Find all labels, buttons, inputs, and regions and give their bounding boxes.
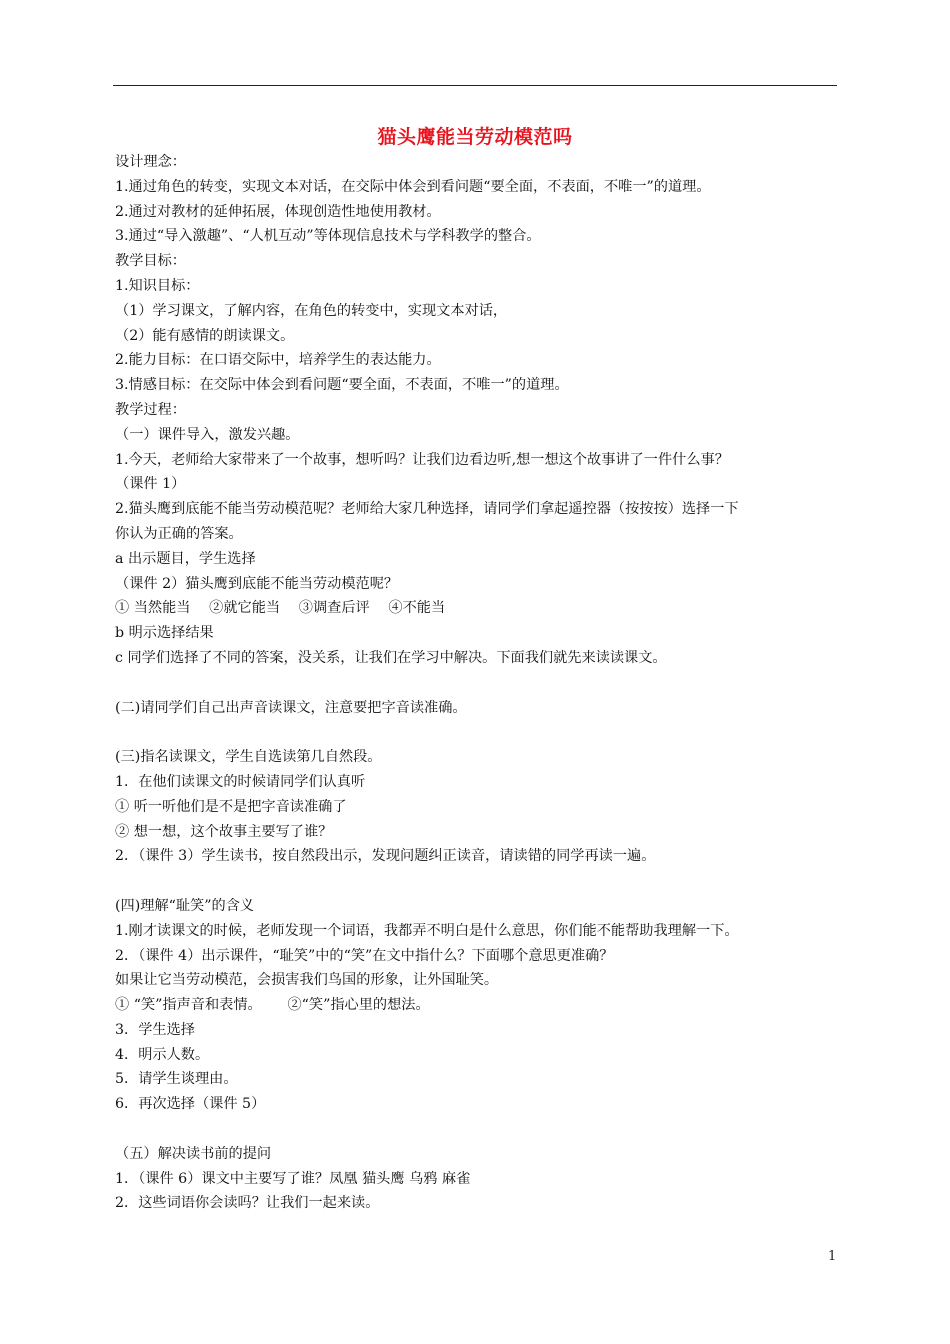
text-line: 3.通过“导入激趣”、“人机互动”等体现信息技术与学科教学的整合。 [115, 228, 541, 245]
text-line: 2.通过对教材的延伸拓展，体现创造性地使用教材。 [115, 203, 441, 220]
text-line: a 出示题目，学生选择 [115, 550, 256, 567]
text-line: (二)请同学们自己出声音读课文，注意要把字音读准确。 [115, 699, 467, 716]
text-line: 1.刚才读课文的时候，老师发现一个词语，我都弄不明白是什么意思，你们能不能帮助我理解一下。 [115, 922, 739, 939]
text-line: 6．再次选择（课件 5） [115, 1096, 266, 1113]
text-line: ① “笑”指声音和表情。 ②“笑”指心里的想法。 [115, 997, 430, 1014]
text-line: 你认为正确的答案。 [115, 525, 243, 542]
text-line: （课件 1） [115, 476, 186, 493]
header-rule [113, 85, 837, 86]
text-line: 2.能力目标：在口语交际中，培养学生的表达能力。 [115, 352, 441, 369]
text-line: 3.情感目标：在交际中体会到看问题“要全面，不表面，不唯一”的道理。 [115, 377, 569, 394]
text-line: 2．（课件 4）出示课件，“耻笑”中的“笑”在文中指什么？下面哪个意思更准确？ [115, 947, 614, 964]
text-line: 2.猫头鹰到底能不能当劳动模范呢？老师给大家几种选择，请同学们拿起遥控器（按按按）选择一下 [115, 501, 739, 518]
text-line: ① 当然能当 ②就它能当 ③调查后评 ④不能当 [115, 600, 446, 617]
text-line: （一）课件导入，激发兴趣。 [115, 426, 300, 443]
text-line: 教学目标： [115, 253, 186, 270]
blank-line [115, 671, 839, 696]
blank-line [115, 869, 839, 894]
text-line: 1.知识目标： [115, 277, 200, 294]
text-line: 1．（课件 6）课文中主要写了谁？凤凰 猫头鹰 乌鸦 麻雀 [115, 1170, 471, 1187]
text-line: 5．请学生谈理由。 [115, 1071, 238, 1088]
text-line: (四)理解“耻笑”的含义 [115, 897, 255, 914]
text-line: 2．这些词语你会读吗？让我们一起来读。 [115, 1195, 380, 1212]
text-line: （五）解决读书前的提问 [115, 1145, 272, 1162]
text-line: b 明示选择结果 [115, 625, 214, 642]
blank-line [115, 1117, 839, 1142]
text-line: (三)指名读课文，学生自选读第几自然段。 [115, 749, 382, 766]
document-title: 猫头鹰能当劳动模范吗 [377, 126, 573, 148]
page-number: 1 [828, 1249, 837, 1264]
text-line: 如果让它当劳动模范，会损害我们鸟国的形象，让外国耻笑。 [115, 972, 499, 989]
text-line: 1.通过角色的转变，实现文本对话，在交际中体会到看问题“要全面，不表面，不唯一”的道理。 [115, 178, 711, 195]
text-line: c 同学们选择了不同的答案，没关系，让我们在学习中解决。下面我们就先来读读课文。 [115, 649, 667, 666]
text-line: ① 听一听他们是不是把字音读准确了 [115, 798, 347, 815]
text-line: 1．在他们读课文的时候请同学们认真听 [115, 773, 366, 790]
text-line: ② 想一想，这个故事主要写了谁？ [115, 823, 333, 840]
text-line: 1.今天，老师给大家带来了一个故事，想听吗？让我们边看边听,想一想这个故事讲了一件什么事？ [115, 451, 729, 468]
document-body [115, 150, 839, 1216]
text-line: 设计理念： [115, 154, 186, 170]
text-line: 4．明示人数。 [115, 1046, 210, 1063]
text-line: 教学过程： [115, 401, 186, 418]
text-line: （2）能有感情的朗读课文。 [115, 327, 295, 344]
text-line: 3．学生选择 [115, 1021, 195, 1038]
blank-line [115, 720, 839, 745]
text-line: （1）学习课文，了解内容，在角色的转变中，实现文本对话， [115, 302, 508, 319]
text-line: 2．（课件 3）学生读书，按自然段出示，发现问题纠正读音，请读错的同学再读一遍。 [115, 848, 656, 865]
text-line: （课件 2）猫头鹰到底能不能当劳动模范呢？ [115, 575, 399, 592]
